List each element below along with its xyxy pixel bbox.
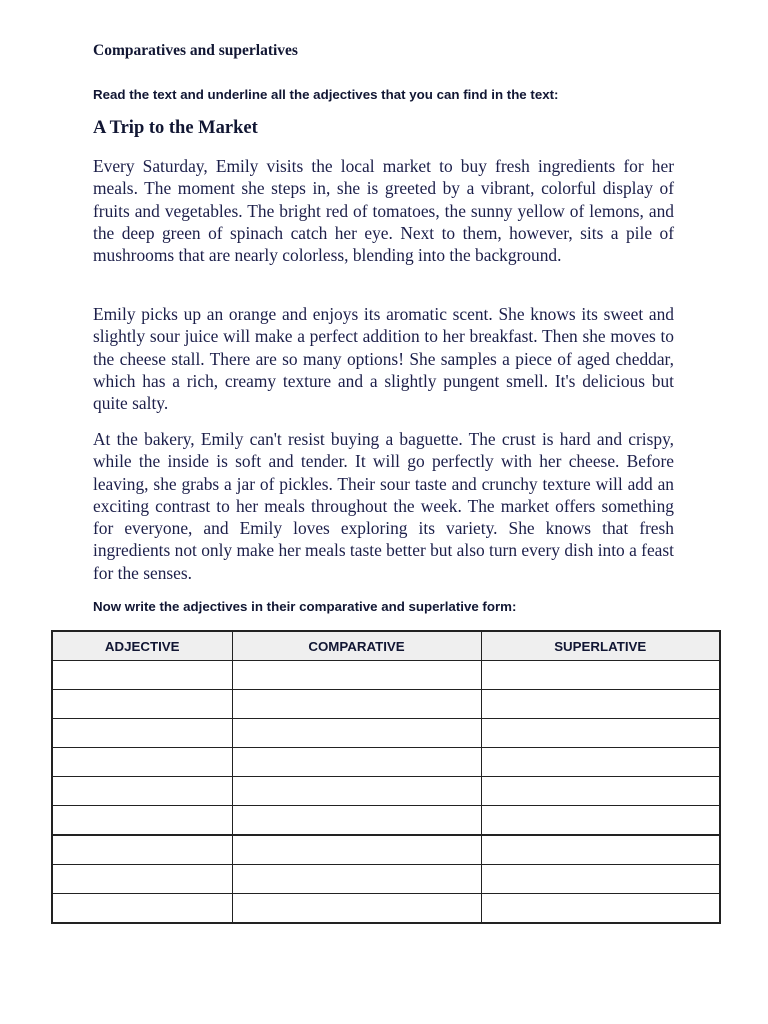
header-comparative: COMPARATIVE [232,631,481,661]
adjective-cell[interactable] [52,806,232,836]
superlative-cell[interactable] [481,894,720,924]
table-header-row [52,631,720,661]
comparative-cell[interactable] [232,748,481,777]
story-title: A Trip to the Market [93,118,258,138]
superlative-cell[interactable] [481,748,720,777]
superlative-cell[interactable] [481,661,720,690]
adjective-cell[interactable] [52,865,232,894]
adjective-cell[interactable] [52,748,232,777]
table-row [52,894,720,924]
superlative-cell[interactable] [481,777,720,806]
story-paragraph-3: At the bakery, Emily can't resist buying a baguette. The crust is hard and crispy, while the inside is soft and tender. It will go perfectly with her cheese. Before leaving, she grabs a jar of pickles. Their sour taste and crunchy texture will add an exciting contrast to her meals throughout the week. The market offers something for everyone, and Emily loves exploring its variety. She knows that fresh ingredients not only make her meals taste better but also turn every dish into a feast for the senses. [93,429,674,583]
header-adjective: ADJECTIVE [52,631,232,661]
table-row [52,661,720,690]
table-row [52,690,720,719]
writing-instruction: Now write the adjectives in their comparative and superlative form: [93,599,517,614]
worksheet-heading: Comparatives and superlatives [93,42,298,59]
adjective-cell[interactable] [52,690,232,719]
table-row [52,806,720,836]
table-row [52,719,720,748]
table-row [52,865,720,894]
comparative-cell[interactable] [232,835,481,865]
superlative-cell[interactable] [481,690,720,719]
adjective-cell[interactable] [52,661,232,690]
table-row [52,777,720,806]
story-paragraph-1: Every Saturday, Emily visits the local market to buy fresh ingredients for her meals. The moment she steps in, she is greeted by a vibrant, colorful display of fruits and vegetables. The bright red of tomatoes, the sunny yellow of lemons, and the deep green of spinach catch her eye. Next to them, however, sits a pile of mushrooms that are nearly colorless, blending into the background. [93,156,674,266]
header-superlative: SUPERLATIVE [481,631,720,661]
answer-table [51,630,721,924]
reading-instruction: Read the text and underline all the adjectives that you can find in the text: [93,87,559,102]
comparative-cell[interactable] [232,894,481,924]
superlative-cell[interactable] [481,865,720,894]
superlative-cell[interactable] [481,835,720,865]
comparative-cell[interactable] [232,719,481,748]
comparative-cell[interactable] [232,690,481,719]
superlative-cell[interactable] [481,719,720,748]
adjective-cell[interactable] [52,835,232,865]
adjective-cell[interactable] [52,719,232,748]
story-paragraph-2: Emily picks up an orange and enjoys its aromatic scent. She knows its sweet and slightly sour juice will make a perfect addition to her breakfast. Then she moves to the cheese stall. There are so many options! She samples a piece of aged cheddar, which has a rich, creamy texture and a slightly pungent smell. It's delicious but quite salty. [93,304,674,414]
comparative-cell[interactable] [232,806,481,836]
adjective-cell[interactable] [52,894,232,924]
table-row [52,748,720,777]
comparative-cell[interactable] [232,661,481,690]
comparative-cell[interactable] [232,865,481,894]
adjective-cell[interactable] [52,777,232,806]
comparative-cell[interactable] [232,777,481,806]
table-row [52,835,720,865]
superlative-cell[interactable] [481,806,720,836]
